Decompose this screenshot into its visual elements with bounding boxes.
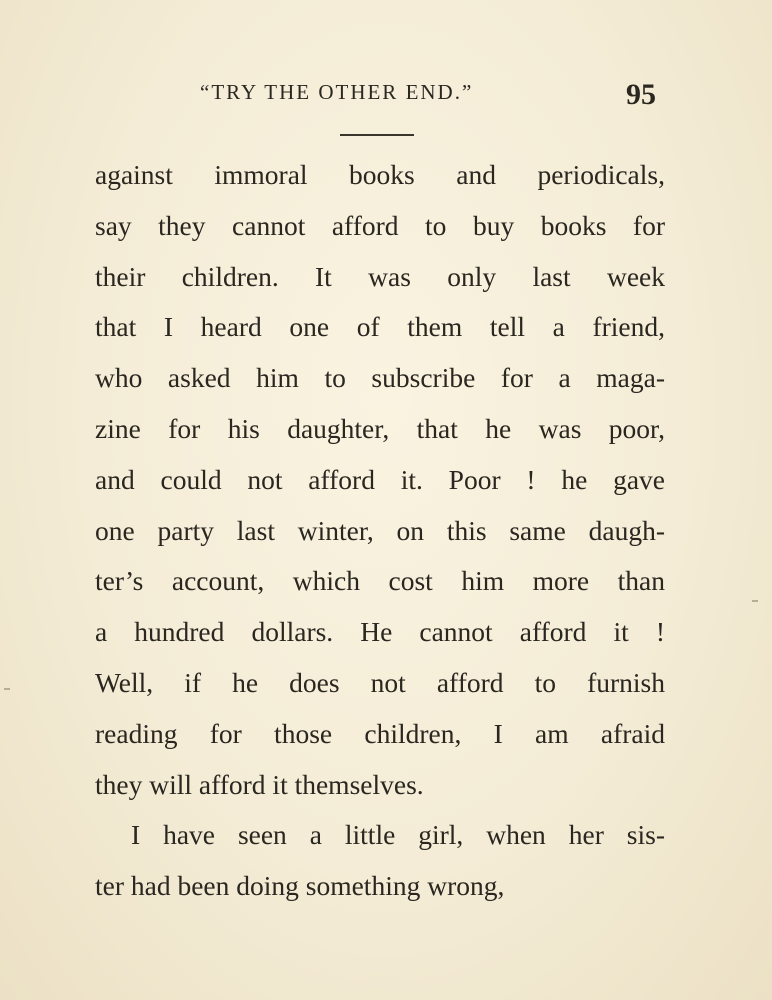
text-line: I have seen a little girl, when her sis-	[131, 819, 665, 851]
text-line: that I heard one of them tell a friend,	[95, 311, 665, 343]
body-text	[95, 150, 665, 912]
text-line: reading for those children, I am afraid	[95, 717, 665, 749]
text-line: ter’s account, which cost him more than	[95, 565, 665, 597]
paragraph-2	[95, 810, 665, 912]
running-head-title: “TRY THE OTHER END.”	[200, 80, 474, 104]
text-line: say they cannot afford to buy books for	[95, 209, 665, 241]
page-number: 95	[626, 78, 656, 111]
text-line: and could not afford it. Poor ! he gave	[95, 463, 665, 495]
text-line: zine for his daughter, that he was poor,	[95, 412, 665, 444]
text-line: against immoral books and periodicals,	[95, 159, 665, 190]
margin-speck	[4, 688, 10, 690]
text-line: Well, if he does not afford to furnish	[95, 666, 665, 698]
text-line: a hundred dollars. He cannot afford it !	[95, 616, 665, 648]
margin-speck	[752, 600, 758, 602]
paragraph-1	[95, 150, 665, 810]
text-line: their children. It was only last week	[95, 260, 665, 292]
text-line: who asked him to subscribe for a maga-	[95, 362, 665, 394]
text-line: one party last winter, on this same daugh-	[95, 514, 665, 546]
text-line: they will afford it themselves.	[95, 768, 424, 800]
text-line: ter had been doing something wrong,	[95, 870, 505, 902]
header-rule	[340, 134, 414, 136]
